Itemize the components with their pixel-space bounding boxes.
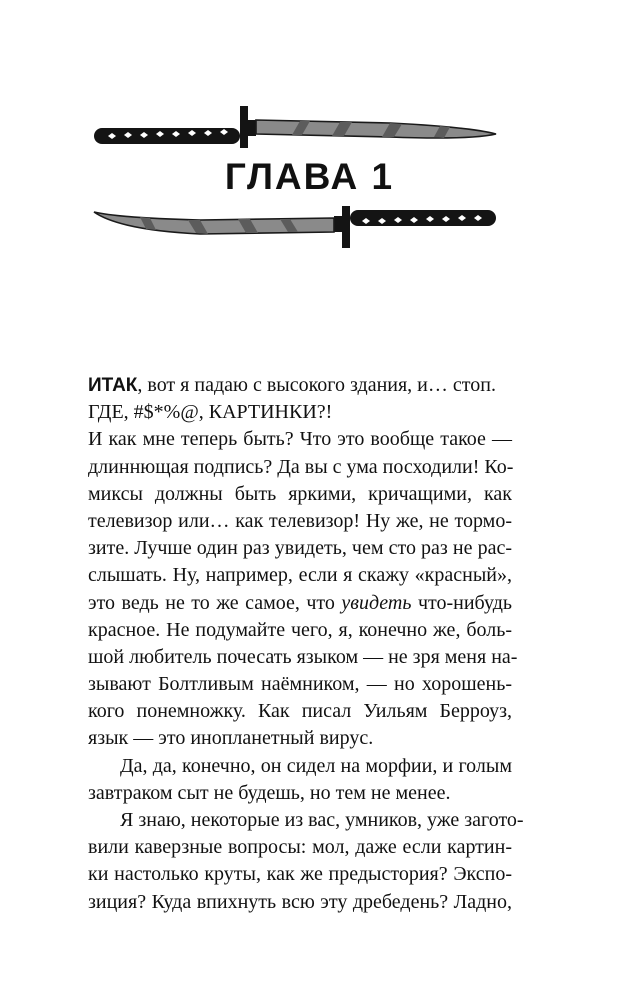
text-line: Я знаю, некоторые из вас, умников, уже загото- — [120, 809, 524, 831]
text-line: ГДЕ, #$*%@, КАРТИНКИ?! — [88, 401, 333, 424]
text-line — [88, 372, 512, 399]
katana-blade — [256, 120, 496, 138]
text-line: слышать. Ну, например, если я скажу «красный», — [88, 564, 512, 587]
text-line: зите. Лучше один раз увидеть, чем сто раз не рас- — [88, 537, 512, 560]
text-line: завтраком сыт не будешь, но тем не менее. — [88, 781, 451, 804]
chapter-title: ГЛАВА 1 — [224, 156, 395, 197]
text-line: зиция? Куда впихнуть всю эту дребедень? Ладно, — [88, 890, 512, 913]
text-segment: это ведь не то же самое, что — [88, 591, 342, 614]
text-line: вили каверзные вопросы: мол, даже если картин- — [88, 836, 512, 859]
text-line — [88, 590, 512, 617]
text-line: телевизор или… как телевизор! Ну же, не тормо- — [88, 509, 512, 532]
katana-guard — [342, 206, 350, 248]
text-segment: что-нибудь — [411, 591, 512, 614]
text-line: ки настолько круты, как же предыстория? Экспо- — [88, 863, 512, 886]
text-line: миксы должны быть яркими, кричащими, как — [88, 482, 512, 505]
katana-blade — [94, 212, 334, 234]
katana-bottom-illustration — [90, 196, 500, 256]
text-line: Да, да, конечно, он сидел на морфии, и голым — [120, 754, 512, 777]
emphasis-word: увидеть — [341, 591, 412, 614]
text-line: язык — это инопланетный вирус. — [88, 727, 374, 750]
katana-guard — [240, 106, 248, 148]
text-line-content: , вот я падаю с высокого здания, и… стоп. — [137, 374, 496, 396]
text-line: красное. Не подумайте чего, я, конечно же, боль- — [88, 618, 512, 641]
text-line: длиннющая подпись? Да вы с ума посходили! Ко- — [88, 455, 514, 478]
text-line: кого понемножку. Как писал Уильям Берроуз, — [88, 700, 512, 723]
katana-top-illustration — [90, 100, 500, 160]
text-line: зывают Болтливым наёмником, — но хорошень- — [88, 673, 512, 696]
body-text — [88, 372, 524, 916]
katana-handle — [94, 128, 240, 144]
text-line: И как мне теперь быть? Что это вообще такое — — [88, 428, 512, 451]
text-line: шой любитель почесать языком — не зря меня на- — [88, 645, 518, 668]
lead-word: ИТАК — [88, 375, 138, 396]
katana-handle — [350, 210, 496, 226]
